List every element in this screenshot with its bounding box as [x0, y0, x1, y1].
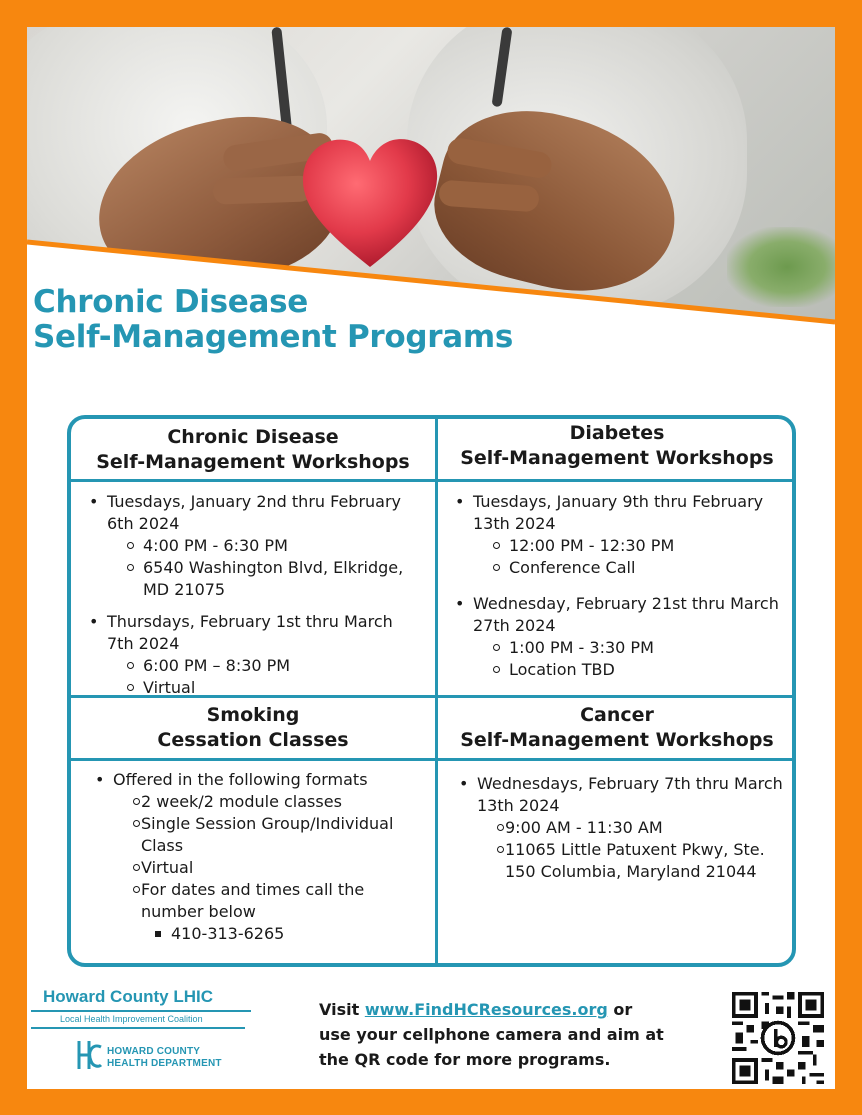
- format-item: Single Session Group/Individual Class: [91, 813, 421, 857]
- row-divider: [71, 758, 792, 761]
- header-line: Self-Management Workshops: [460, 729, 774, 751]
- body-smoking: [91, 769, 421, 945]
- visit-line-2: use your cellphone camera and aim at: [319, 1025, 664, 1044]
- session-detail: 9:00 AM - 11:30 AM: [455, 817, 785, 839]
- body-chronic-disease: [85, 491, 421, 699]
- health-department-name: HOWARD COUNTY: [107, 1046, 201, 1057]
- header-diabetes: [438, 421, 796, 471]
- session-detail: Virtual: [85, 677, 421, 699]
- format-item: For dates and times call the number below: [91, 879, 421, 923]
- session-detail: 11065 Little Patuxent Pkwy, Ste. 150 Columbia, Maryland 21044: [455, 839, 785, 883]
- header-smoking: [71, 703, 435, 753]
- format-item: Virtual: [91, 857, 421, 879]
- session-item: • Wednesday, February 21st thru March 27th 2024: [451, 593, 787, 637]
- lhic-logo-subtitle: Local Health Improvement Coalition: [60, 1014, 203, 1024]
- logo-rule: [31, 1027, 245, 1029]
- session-detail: 4:00 PM - 6:30 PM: [85, 535, 421, 557]
- session-detail: Conference Call: [451, 557, 787, 579]
- session-detail: Location TBD: [451, 659, 787, 681]
- header-line: Cancer: [580, 704, 654, 726]
- row-divider: [71, 479, 792, 482]
- logo-rule: [31, 1010, 251, 1012]
- header-chronic-disease: [71, 425, 435, 475]
- programs-table: [67, 415, 796, 967]
- health-department-logo-icon: [75, 1037, 103, 1073]
- session-item: • Tuesdays, January 9th thru February 13th 2024: [451, 491, 787, 535]
- resources-link[interactable]: www.FindHCResources.org: [364, 1000, 608, 1019]
- body-diabetes: [451, 491, 787, 681]
- lhic-logo-title: Howard County LHIC: [43, 987, 213, 1006]
- spacer: [451, 579, 787, 593]
- header-line: Chronic Disease: [167, 426, 339, 448]
- session-detail: 6540 Washington Blvd, Elkridge, MD 21075: [85, 557, 421, 601]
- spacer: [85, 601, 421, 611]
- header-line: Self-Management Workshops: [96, 451, 410, 473]
- health-department-name: HEALTH DEPARTMENT: [107, 1058, 222, 1069]
- session-item: • Wednesdays, February 7th thru March 13th 2024: [455, 773, 785, 817]
- visit-text: [319, 997, 709, 1072]
- flyer-page: [27, 27, 835, 1089]
- qr-code-icon[interactable]: [732, 992, 824, 1084]
- formats-intro: • Offered in the following formats: [91, 769, 421, 791]
- title-line-2: Self-Management Programs: [33, 319, 514, 355]
- session-detail: 1:00 PM - 3:30 PM: [451, 637, 787, 659]
- session-detail: 6:00 PM – 8:30 PM: [85, 655, 421, 677]
- visit-line-1: [319, 997, 709, 1022]
- page-title: [33, 285, 513, 355]
- header-line: Cessation Classes: [157, 729, 349, 751]
- column-divider: [435, 419, 438, 963]
- phone-number: 410-313-6265: [91, 923, 421, 945]
- header-cancer: [438, 703, 796, 753]
- header-line: Self-Management Workshops: [460, 447, 774, 469]
- session-item: • Tuesdays, January 2nd thru February 6th 2024: [85, 491, 421, 535]
- title-line-1: Chronic Disease: [33, 284, 308, 320]
- visit-prefix: Visit: [319, 1000, 365, 1019]
- header-line: Smoking: [206, 704, 300, 726]
- body-cancer: [455, 773, 785, 883]
- session-item: • Thursdays, February 1st thru March 7th 2024: [85, 611, 421, 655]
- session-detail: 12:00 PM - 12:30 PM: [451, 535, 787, 557]
- visit-suffix: or: [607, 1000, 633, 1019]
- visit-line-3: the QR code for more programs.: [319, 1050, 611, 1069]
- header-line: Diabetes: [569, 422, 665, 444]
- format-item: 2 week/2 module classes: [91, 791, 421, 813]
